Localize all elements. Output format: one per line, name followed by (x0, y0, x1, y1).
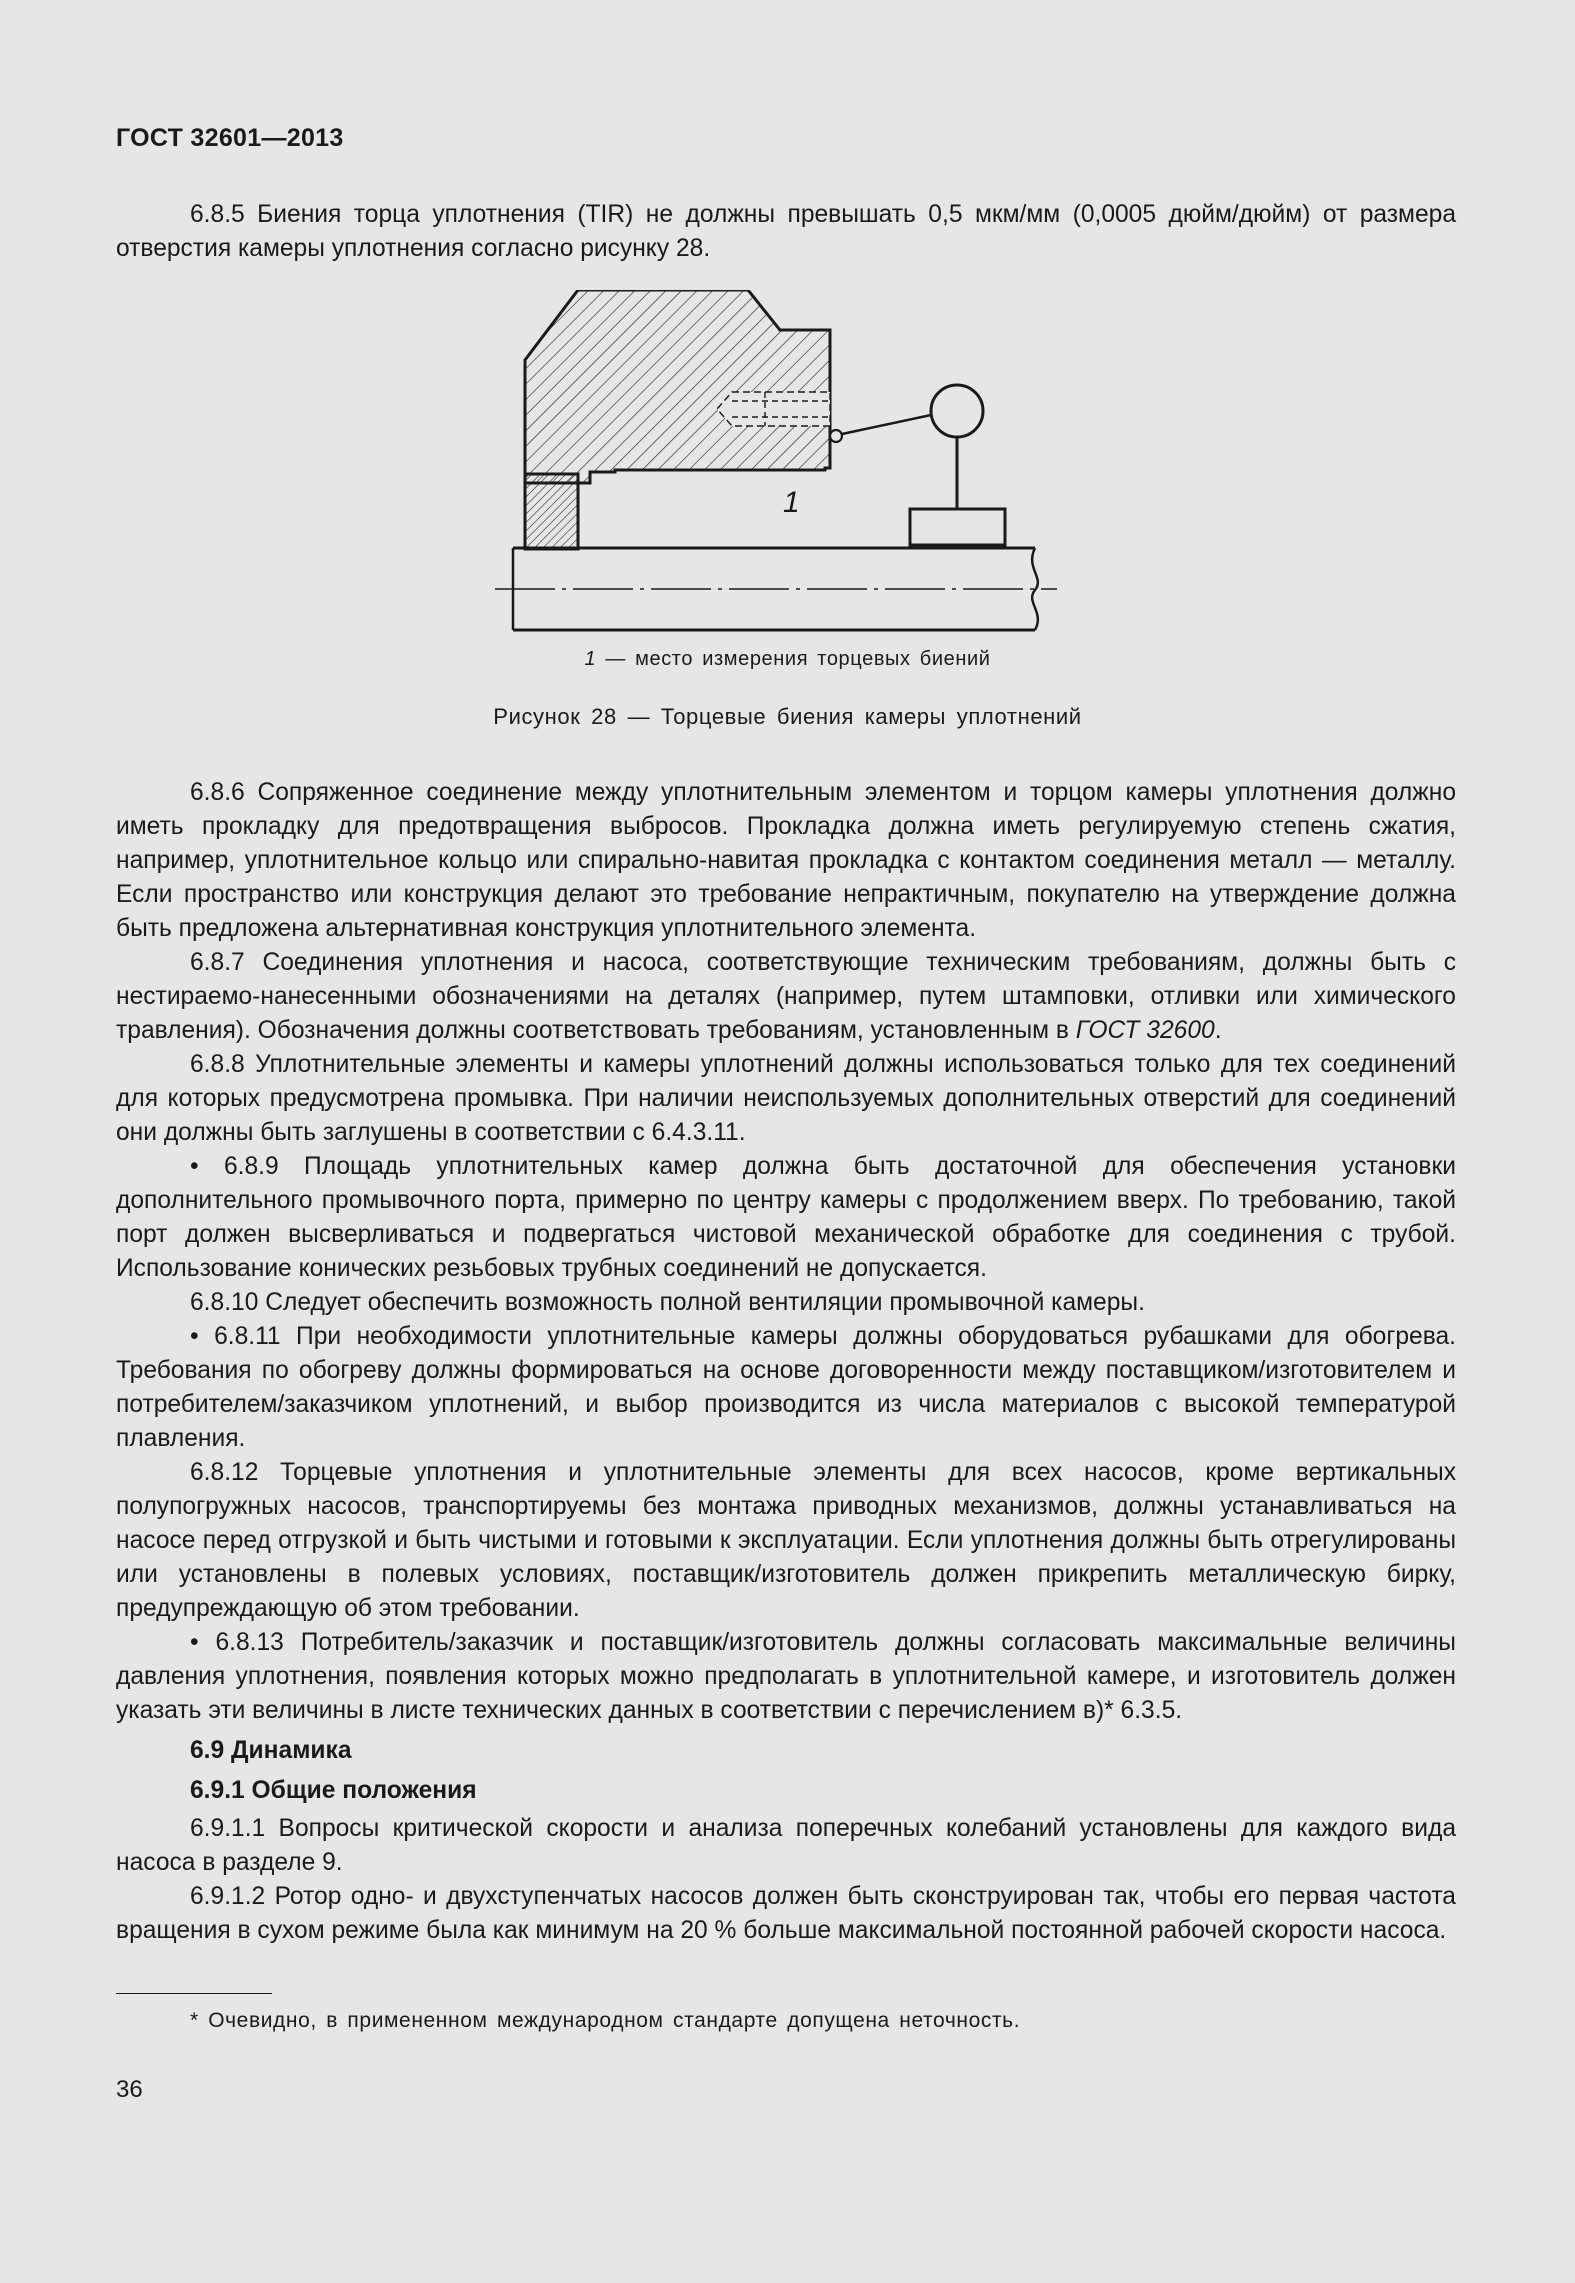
paragraph-6-8-13: • 6.8.13 Потребитель/заказчик и поставщик/изготовитель должны согласовать максимальные величины давления уплотнения, появления которых можно предполагать в уплотнительной камере, и изготовитель должен указать эти величины в листе технических данных в соответствии с перечислением в)* 6.3.5. (116, 1626, 1456, 1728)
legend-text: — место измерения торцевых биений (596, 648, 991, 670)
section-6-8-5 (116, 198, 1456, 266)
page-number: 36 (116, 2076, 143, 2103)
paragraph-6-8-11: • 6.8.11 При необходимости уплотнительные камеры должны оборудоваться рубашками для обогрева. Требования по обогреву должны формироваться на основе договоренности между поставщиком/изготовителем и потребителем/заказчиком уплотнений, и выбор производится из числа материалов с высокой температурой плавления. (116, 1320, 1456, 1456)
figure-legend (0, 648, 1575, 671)
paragraph-6-8-9: • 6.8.9 Площадь уплотнительных камер должна быть достаточной для обеспечения установки дополнительного промывочного порта, примерно по центру камеры с продолжением вверх. По требованию, такой порт должен высверливаться и подвергаться чистовой механической обработке для соединения с трубой. Использование конических резьбовых трубных соединений не допускается. (116, 1150, 1456, 1286)
dashed-bore (717, 392, 830, 426)
paragraph-6-8-6: 6.8.6 Сопряженное соединение между уплотнительным элементом и торцом камеры уплотнения должно иметь прокладку для предотвращения выбросов. Прокладка должна иметь регулируемую степень сжатия, например, уплотнительное кольцо или спирально-навитая прокладка с контактом соединения металл — металлу. Если пространство или конструкция делают это требование непрактичным, покупателю на утверждение должна быть предложена альтернативная конструкция уплотнительного элемента. (116, 779, 1456, 942)
gost-reference-link[interactable]: ГОСТ 32600 (1075, 1017, 1215, 1044)
legend-number: 1 (584, 648, 597, 670)
main-text (116, 776, 1456, 1948)
callout-1: 1 (783, 486, 800, 519)
document-header: ГОСТ 32601—2013 (116, 124, 344, 152)
paragraph-6-8-7-text: 6.8.7 Соединения уплотнения и насоса, соответствующие техническим требованиям, должны быть с нестираемо-нанесенными обозначениями на деталях (например, путем штамповки, отливки или химического травления). Обозначения должны соответствовать требованиям, установленным в (116, 949, 1456, 1044)
shaft (495, 548, 1057, 630)
paragraph-6-8-7 (116, 946, 1456, 1048)
gland-insert (525, 474, 578, 549)
paragraph-6-8-8: 6.8.8 Уплотнительные элементы и камеры уплотнений должны использоваться только для тех соединений для которых предусмотрена промывка. При наличии неиспользуемых дополнительных отверстий для соединений они должны быть заглушены в соответствии с 6.4.3.11. (116, 1051, 1456, 1146)
paragraph-6-8-12: 6.8.12 Торцевые уплотнения и уплотнительные элементы для всех насосов, кроме вертикальных полупогружных насосов, транспортируемы без монтажа приводных механизмов, должны устанавливаться на насосе перед отгрузкой и быть чистыми и готовыми к эксплуатации. Если уплотнения должны быть отрегулированы или установлены в полевых условиях, поставщик/изготовитель должен прикрепить металлическую бирку, предупреждающую об этом требовании. (116, 1459, 1456, 1622)
figure-caption: Рисунок 28 — Торцевые биения камеры уплотнений (493, 704, 1082, 729)
figure-28-drawing (495, 290, 1075, 640)
indicator-arm (842, 415, 931, 434)
paragraph-6-9-1-2: 6.9.1.2 Ротор одно- и двухступенчатых насосов должен быть сконструирован так, чтобы его первая частота вращения в сухом режиме была как минимум на 20 % больше максимальной постоянной рабочей скорости насоса. (116, 1883, 1456, 1944)
paragraph-6-8-10: 6.8.10 Следует обеспечить возможность полной вентиляции промывочной камеры. (190, 1289, 1145, 1316)
paragraph-6-8-7-end: . (1214, 1017, 1222, 1044)
dial-indicator (931, 385, 983, 437)
footnote-divider (116, 1993, 272, 1994)
heading-6-9-1: 6.9.1 Общие положения (190, 1777, 477, 1804)
footnote: * Очевидно, в примененном международном стандарте допущена неточность. (190, 2009, 1021, 2032)
paragraph-6-9-1-1: 6.9.1.1 Вопросы критической скорости и анализа поперечных колебаний установлены для каждого вида насоса в разделе 9. (116, 1815, 1456, 1876)
contact-point (830, 430, 842, 442)
heading-6-9: 6.9 Динамика (190, 1737, 352, 1764)
paragraph-6-8-5: 6.8.5 Биения торца уплотнения (TIR) не должны превышать 0,5 мкм/мм (0,0005 дюйм/дюйм) от размера отверстия камеры уплотнения согласно рисунку 28. (116, 201, 1456, 262)
indicator-base (910, 509, 1005, 545)
seal-chamber-body (525, 290, 830, 483)
